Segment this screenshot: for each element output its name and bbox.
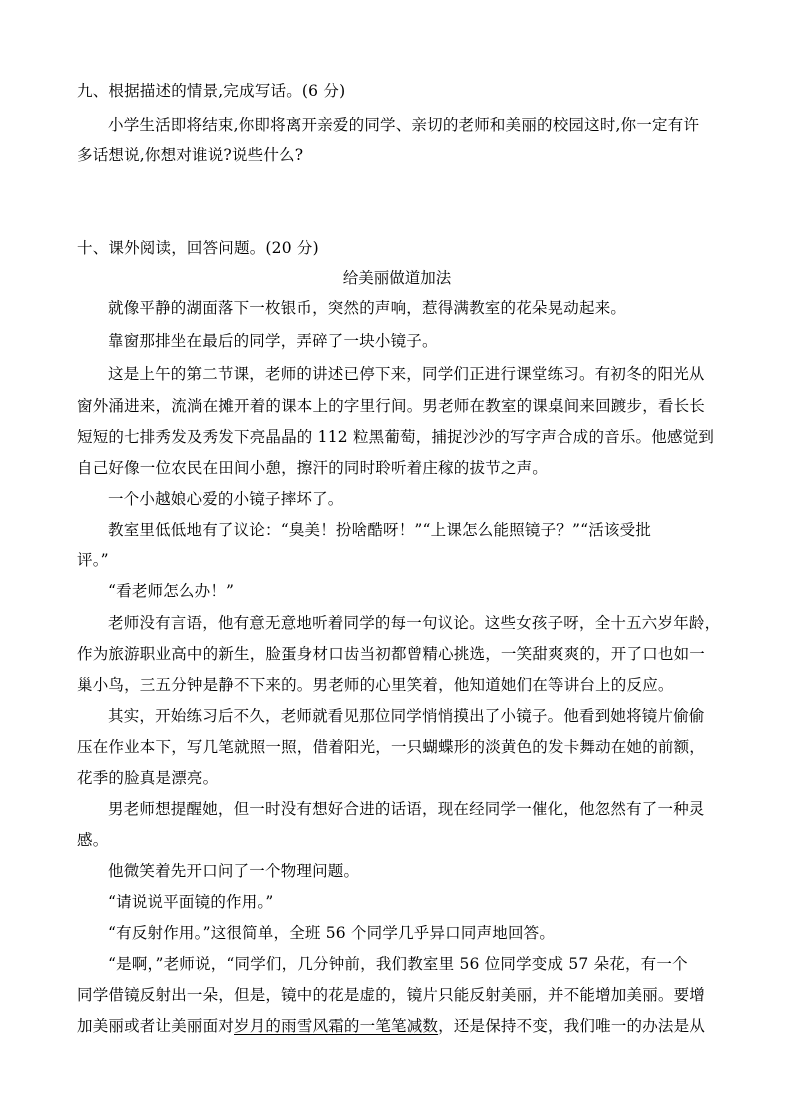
q10-heading: 十、课外阅读，回答问题。(20 分): [77, 239, 319, 257]
passage-line: “看老师怎么办！”: [108, 582, 235, 600]
passage-line: 同学借镜反射出一朵，但是，镜中的花是虚的，镜片只能反射美丽，并不能增加美丽。要增: [77, 986, 706, 1004]
q9-heading: 九、根据描述的情景,完成写话。(6 分): [77, 82, 346, 100]
passage-line-tail: ，还是保持不变，我们唯一的办法是从: [438, 1017, 706, 1035]
passage-line: “请说说平面镜的作用。”: [108, 893, 274, 911]
passage-line: 他微笑着先开口问了一个物理问题。: [108, 862, 360, 880]
passage-line: 这是上午的第二节课，老师的讲述已停下来，同学们正进行课堂练习。有初冬的阳光从: [108, 365, 705, 383]
passage-title: 给美丽做道加法: [342, 269, 452, 287]
passage-line: 作为旅游职业高中的新生，脸蛋身材口齿当初都曾精心挑选，一笑甜爽爽的，开了口也如一: [77, 645, 706, 663]
passage-line: 教室里低低地有了议论：“臭美！扮啥酷呀！”“上课怎么能照镜子？”“活该受批: [108, 521, 652, 539]
passage-line-head: 加美丽或者让美丽面对: [77, 1017, 235, 1035]
passage-line: 其实，开始练习后不久，老师就看见那位同学悄悄摸出了小镜子。他看到她将镜片偷偷: [108, 707, 705, 725]
underlined-phrase: 岁月的雨雪风霜的一笔笔减数: [234, 1017, 439, 1035]
passage-line: “有反射作用。”这很简单，全班 56 个同学几乎异口同声地回答。: [108, 924, 556, 942]
passage-line: 窗外涌进来，流淌在摊开着的课本上的字里行间。男老师在教室的课桌间来回踱步，看长长: [77, 397, 706, 415]
passage-line: 短短的七排秀发及秀发下亮晶晶的 112 粒黑葡萄，捕捉沙沙的写字声合成的音乐。他感觉到: [77, 428, 715, 446]
passage-line: 评。”: [77, 551, 109, 569]
passage-line: 巢小鸟，三五分钟是静不下来的。男老师的心里笑着，他知道她们在等讲台上的反应。: [77, 676, 674, 694]
passage-line: 老师没有言语，他有意无意地听着同学的每一句议论。这些女孩子呀，全十五六岁年龄，: [108, 614, 721, 632]
passage-line: 压在作业本下，写几笔就照一照，借着阳光，一只蝴蝶形的淡黄色的发卡舞动在她的前额，: [77, 738, 706, 756]
passage-line: 靠窗那排坐在最后的同学，弄碎了一块小镜子。: [108, 332, 438, 350]
passage-line: 就像平静的湖面落下一枚银币，突然的声响，惹得满教室的花朵晃动起来。: [108, 299, 627, 317]
passage-line: 男老师想提醒她，但一时没有想好合进的话语，现在经同学一催化，他忽然有了一种灵: [108, 800, 705, 818]
q9-paragraph-line: 小学生活即将结束,你即将离开亲爱的同学、亲切的老师和美丽的校园这时,你一定有许: [108, 116, 700, 134]
passage-line: 感。: [77, 831, 109, 849]
passage-line: 自己好像一位农民在田间小憩，擦汗的同时聆听着庄稼的拔节之声。: [77, 459, 549, 477]
passage-line: “是啊，”老师说，“同学们，几分钟前，我们教室里 56 位同学变成 57 朵花，有一个: [108, 955, 688, 973]
passage-line: 一个小越娘心爱的小镜子摔坏了。: [108, 490, 344, 508]
q9-paragraph-line: 多话想说,你想对谁说?说些什么?: [77, 146, 304, 164]
passage-line: 花季的脸真是漂亮。: [77, 769, 219, 787]
passage-line-last: [77, 1016, 705, 1036]
